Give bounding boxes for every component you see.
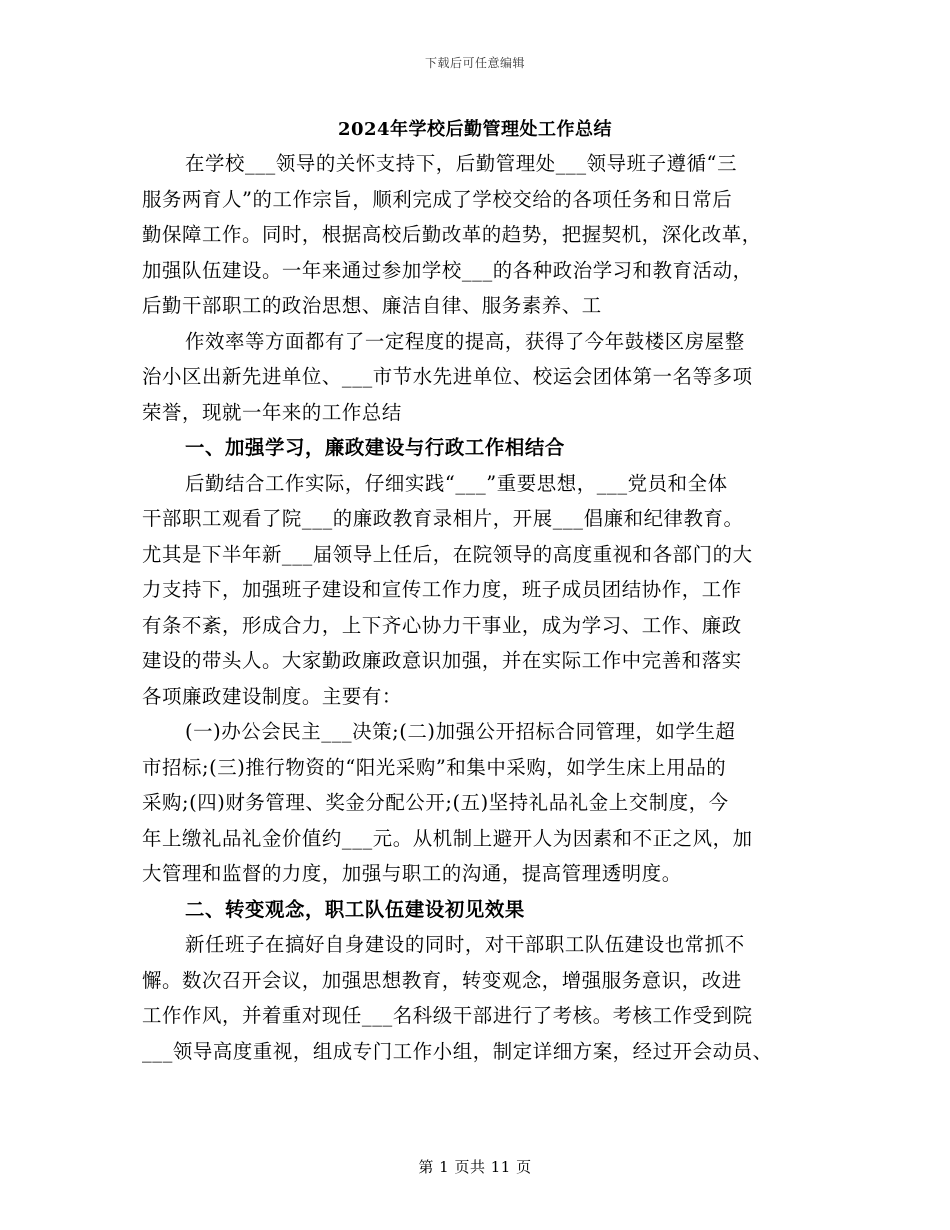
paragraph-line: 勤保障工作。同时，根据高校后勤改革的趋势，把握契机，深化改革， bbox=[142, 223, 762, 246]
paragraph-line: 干部职工观看了院___的廉政教育录相片，开展___倡廉和纪律教育。 bbox=[142, 507, 744, 530]
paragraph-line: 后勤干部职工的政治思想、廉洁自律、服务素养、工 bbox=[142, 294, 602, 317]
paragraph-line: 新任班子在搞好自身建设的同时，对干部职工队伍建设也常抓不 bbox=[185, 933, 745, 956]
paragraph-line: 懈。数次召开会议，加强思想教育，转变观念，增强服务意识，改进 bbox=[142, 968, 742, 992]
paragraph-line: 年上缴礼品礼金价值约___元。从机制上避开人为因素和不正之风，加 bbox=[142, 826, 753, 850]
header-note: 下载后可任意编辑 bbox=[424, 56, 525, 70]
paragraph-line: 市招标;(三)推行物资的“阳光采购”和集中采购，如学生床上用品的 bbox=[142, 755, 727, 779]
paragraph-line: 服务两育人”的工作宗旨，顺利完成了学校交给的各项任务和日常后 bbox=[142, 187, 733, 211]
paragraph-line: 荣誉，现就一年来的工作总结 bbox=[142, 400, 402, 424]
paragraph-line: 各项廉政建设制度。主要有： bbox=[142, 684, 402, 708]
paragraph-line: 后勤结合工作实际，仔细实践“___”重要思想，___党员和全体 bbox=[185, 471, 728, 495]
paragraph-line: 尤其是下半年新___届领导上任后，在院领导的高度重视和各部门的大 bbox=[142, 542, 753, 566]
paragraph-line: ___领导高度重视，组成专门工作小组，制定详细方案，经过开会动员、 bbox=[142, 1039, 773, 1063]
paragraph-line: 作效率等方面都有了一定程度的提高，获得了今年鼓楼区房屋整 bbox=[185, 329, 745, 353]
paragraph-line: 力支持下，加强班子建设和宣传工作力度，班子成员团结协作，工作 bbox=[142, 578, 742, 601]
document-title: 2024年学校后勤管理处工作总结 bbox=[337, 119, 613, 140]
paragraph-line: 加强队伍建设。一年来通过参加学校___的各种政治学习和教育活动， bbox=[142, 258, 753, 282]
paragraph-line: 建设的带头人。大家勤政廉政意识加强，并在实际工作中完善和落实 bbox=[142, 649, 742, 672]
document-body bbox=[142, 146, 812, 1069]
paragraph-line: 有条不紊，形成合力，上下齐心协力干事业，成为学习、工作、廉政 bbox=[142, 613, 742, 637]
paragraph-line: 在学校___领导的关怀支持下，后勤管理处___领导班子遵循“三 bbox=[185, 152, 738, 175]
paragraph-line: 工作作风，并着重对现任___名科级干部进行了考核。考核工作受到院 bbox=[142, 1004, 753, 1027]
paragraph-line: 治小区出新先进单位、___市节水先进单位、校运会团体第一名等多项 bbox=[142, 365, 753, 388]
paragraph-line: 采购;(四)财务管理、奖金分配公开;(五)坚持礼品礼金上交制度，今 bbox=[142, 791, 729, 814]
paragraph-line: (一)办公会民主___决策;(二)加强公开招标合同管理，如学生超 bbox=[185, 720, 736, 743]
section-heading: 二、转变观念，职工队伍建设初见效果 bbox=[185, 897, 525, 921]
section-heading: 一、加强学习，廉政建设与行政工作相结合 bbox=[185, 436, 565, 459]
page-footer: 第 1 页共 11 页 bbox=[418, 1158, 532, 1176]
paragraph-line: 大管理和监督的力度，加强与职工的沟通，提高管理透明度。 bbox=[142, 862, 682, 885]
